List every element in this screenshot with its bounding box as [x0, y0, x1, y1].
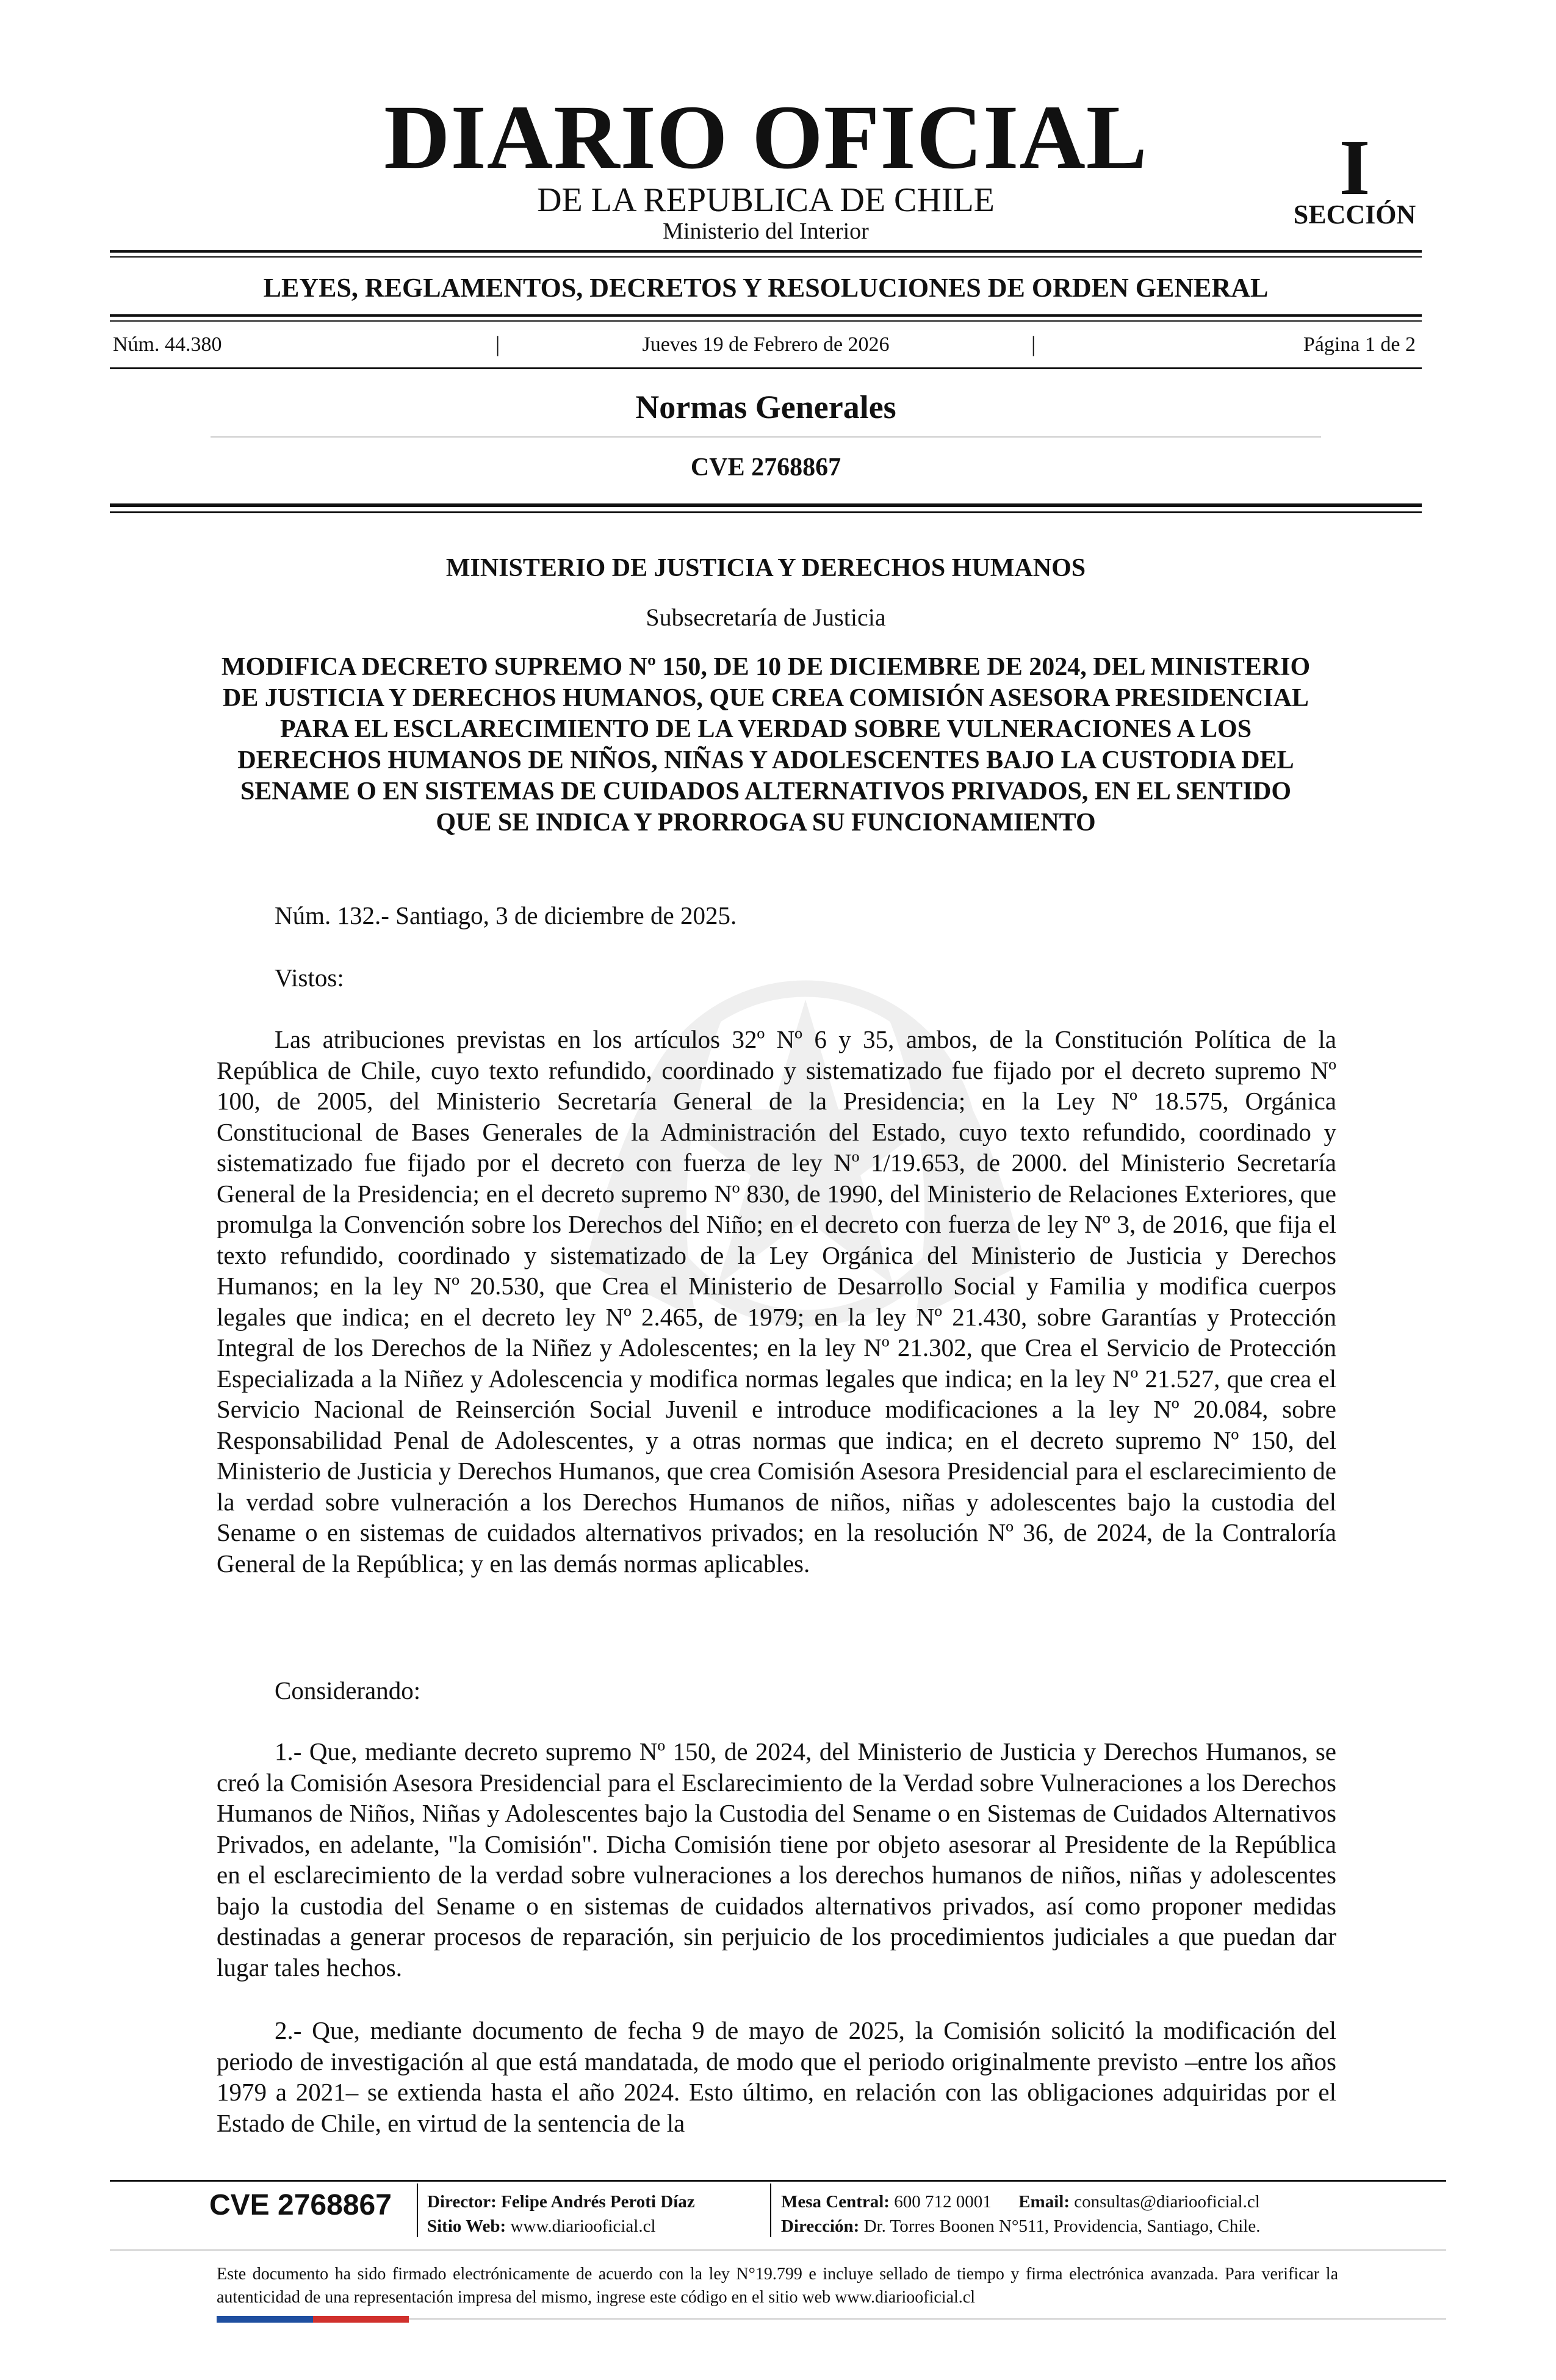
- footer-cve-code: CVE 2768867: [209, 2189, 392, 2221]
- header-rule: [110, 503, 1422, 507]
- phone-number: 600 712 0001: [894, 2192, 992, 2212]
- subsecretaria: Subsecretaría de Justicia: [646, 604, 886, 631]
- director-label: Director:: [427, 2192, 497, 2212]
- footer-divider: [417, 2183, 418, 2237]
- vistos-heading: Vistos:: [275, 964, 344, 992]
- considerando-heading: Considerando:: [275, 1676, 421, 1704]
- footer-rule: [110, 2180, 1446, 2182]
- meta-separator: |: [1031, 332, 1036, 356]
- laws-rule: [110, 314, 1422, 317]
- director-name: Felipe Andrés Peroti Díaz: [501, 2192, 695, 2212]
- section-label: SECCIÓN: [1293, 200, 1416, 229]
- laws-rule-thin: [110, 320, 1422, 322]
- footer-director: [427, 2193, 695, 2211]
- footer-website: [427, 2218, 656, 2235]
- meta-separator: |: [495, 332, 500, 356]
- flag-bar-blue: [217, 2316, 313, 2323]
- norms-divider: [211, 436, 1321, 438]
- email-label: Email:: [1018, 2192, 1070, 2212]
- masthead-ministry: Ministerio del Interior: [663, 218, 869, 244]
- section-numeral: I: [1339, 124, 1371, 212]
- laws-heading: LEYES, REGLAMENTOS, DECRETOS Y RESOLUCIONES DE ORDEN GENERAL: [263, 273, 1269, 303]
- header-rule-thin: [110, 511, 1422, 513]
- considerando-paragraph-1: 1.- Que, mediante decreto supremo Nº 150, de 2024, del Ministerio de Justicia y Derechos Humanos, se creó la Comisión Asesora Presidencial para el Esclarecimiento de la Verdad sobre Vulneraciones a los Derechos Humanos de Niños, Niñas y Adolescentes bajo la Custodia del Sename o en Sistemas de Cuidados Alternativos Privados, en adelante, "la Comisión". Dicha Comisión tiene por objeto asesorar al Presidente de la República en el esclarecimiento de la verdad sobre vulneraciones a los derechos humanos de niños, niñas y adolescentes bajo la custodia del Sename o en sistemas de cuidados alternativos privados, así como proponer medidas destinadas a generar procesos de reparación, sin perjuicio de los procedimientos judiciales a que puedan dar lugar tales hechos.: [217, 1737, 1336, 1982]
- page-indicator: Página 1 de 2: [1303, 333, 1416, 356]
- website-label: Sitio Web:: [427, 2216, 506, 2236]
- masthead-rule-thin: [110, 256, 1422, 258]
- phone-label: Mesa Central:: [781, 2192, 890, 2212]
- flag-bar-red: [313, 2316, 409, 2323]
- masthead-title: DIARIO OFICIAL: [384, 87, 1148, 188]
- cve-code: CVE 2768867: [690, 453, 841, 481]
- ministry-name: MINISTERIO DE JUSTICIA Y DERECHOS HUMANOS: [445, 554, 1086, 582]
- considerando-paragraph-2: 2.- Que, mediante documento de fecha 9 de mayo de 2025, la Comisión solicitó la modificación del periodo de investigación al que está mandatada, de modo que el periodo originalmente previsto –entre los años 1979 a 2021– se extienda hasta el año 2024. Esto último, en relación con las obligaciones adquiridas por el Estado de Chile, en virtud de la sentencia de la: [217, 2016, 1336, 2137]
- vistos-paragraph: Las atribuciones previstas en los artículos 32º Nº 6 y 35, ambos, de la Constitución Política de la República de Chile, cuyo texto refundido, coordinado y sistematizado fue fijado por el decreto supremo Nº 100, de 2005, del Ministerio Secretaría General de la Presidencia; en la Ley Nº 18.575, Orgánica Constitucional de Bases Generales de la Administración del Estado, cuyo texto refundido, coordinado y sistematizado fue fijado por el decreto con fuerza de ley Nº 1/19.653, de 2000. del Ministerio Secretaría General de la Presidencia; en el decreto supremo Nº 830, de 1990, del Ministerio de Relaciones Exteriores, que promulga la Convención sobre los Derechos del Niño; en el decreto con fuerza de ley Nº 3, de 2016, que fija el texto refundido, coordinado y sistematizado de la Ley Orgánica del Ministerio de Justicia y Derechos Humanos; en la ley Nº 20.530, que Crea el Ministerio de Desarrollo Social y Familia y modifica cuerpos legales que indica; en el decreto ley Nº 2.465, de 1979; en la ley Nº 21.430, sobre Garantías y Protección Integral de los Derechos de la Niñez y Adolescentes; en la ley Nº 21.302, que Crea el Servicio de Protección Especializada a la Niñez y Adolescencia y modifica normas legales que indica; en la ley Nº 21.527, que crea el Servicio Nacional de Reinserción Social Juvenil e introduce modificaciones a la ley Nº 20.084, sobre Responsabilidad Penal de Adolescentes, y a otras normas que indica; en el decreto supremo Nº 150, del Ministerio de Justicia y Derechos Humanos, que crea Comisión Asesora Presidencial para el esclarecimiento de la verdad sobre vulneración a los Derechos Humanos de niños, niñas y adolescentes bajo la custodia del Sename o en sistemas de cuidados alternativos privados; en la resolución Nº 36, de 2024, de la Contraloría General de la República; y en las demás normas aplicables.: [217, 1025, 1336, 1578]
- footer-address: [781, 2218, 1260, 2235]
- norms-title: Normas Generales: [635, 389, 896, 425]
- website-link[interactable]: www.diariooficial.cl: [510, 2216, 656, 2236]
- footer-divider: [770, 2183, 771, 2237]
- address-text: Dr. Torres Boonen N°511, Providencia, Santiago, Chile.: [863, 2216, 1261, 2236]
- email-link[interactable]: consultas@diariooficial.cl: [1074, 2192, 1260, 2212]
- footer-phone-email: [781, 2193, 1260, 2211]
- issue-number: Núm. 44.380: [113, 333, 222, 356]
- masthead-rule: [110, 250, 1422, 253]
- address-label: Dirección:: [781, 2216, 860, 2236]
- footer-light-rule: [110, 2249, 1446, 2251]
- flag-bar-rest: [409, 2318, 1446, 2320]
- masthead-subtitle: DE LA REPUBLICA DE CHILE: [537, 181, 995, 219]
- meta-rule: [110, 367, 1422, 369]
- decree-title: MODIFICA DECRETO SUPREMO Nº 150, DE 10 DE DICIEMBRE DE 2024, DEL MINISTERIO DE JUSTICIA Y DERECHOS HUMANOS, QUE CREA COMISIÓN ASESORA PRESIDENCIAL PARA EL ESCLARECIMIENTO DE LA VERDAD SOBRE VULNERACIONES A LOS DERECHOS HUMANOS DE NIÑOS, NIÑAS Y ADOLESCENTES BAJO LA CUSTODIA DEL SENAME O EN SISTEMAS DE CUIDADOS ALTERNATIVOS PRIVADOS, EN EL SENTIDO QUE SE INDICA Y PRORROGA SU FUNCIONAMIENTO: [221, 653, 1311, 837]
- footer-legal-text: Este documento ha sido firmado electrónicamente de acuerdo con la ley N°19.799 e incluye sellado de tiempo y firma electrónica avanzada. Para verificar la autenticidad de una representación impresa del mismo, ingrese este código en el sitio web www.diariooficial.cl: [217, 2265, 1338, 2307]
- decree-number-line: Núm. 132.- Santiago, 3 de diciembre de 2025.: [275, 901, 737, 929]
- issue-date: Jueves 19 de Febrero de 2026: [642, 333, 890, 356]
